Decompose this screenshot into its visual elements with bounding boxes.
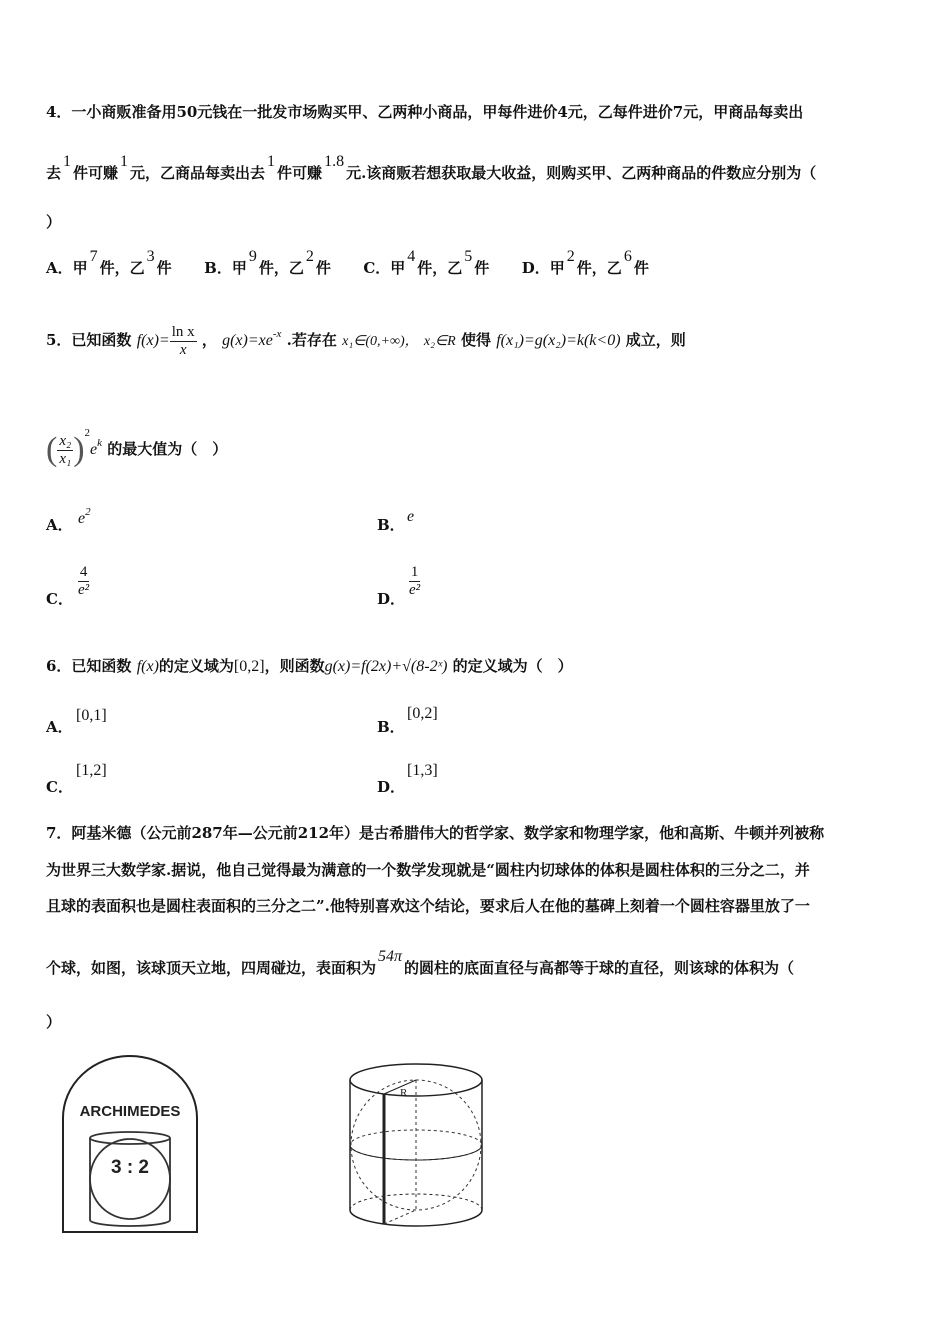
q4-option-b: B．甲9件，乙2件 — [204, 248, 331, 277]
q4-line3: ） — [46, 213, 62, 231]
q6-option-c-label: C． — [46, 778, 73, 796]
cylinder-sphere-figure — [346, 1052, 486, 1237]
tomb-title: ARCHIMEDES — [79, 1103, 181, 1120]
q7-line4: 个球，如图，该球顶天立地，四周碰边，表面积为54π的圆柱的底面直径与高都等于球的直径，则该球的体积为（ — [46, 948, 795, 977]
q6-option-b-value: [0,2] — [407, 705, 438, 722]
q5-option-a-value: $e^2$ — [78, 506, 91, 527]
cylinder-bottom — [350, 1210, 482, 1226]
q5-option-c-value: $\frac{4}{\text{e²}}$ — [78, 564, 90, 598]
q7-line3: 且球的表面积也是圆柱表面积的三分之二”.他特别喜欢这个结论，要求后人在他的墓碑上刻着一个圆柱容器里放了一 — [46, 897, 810, 915]
q4-options — [46, 248, 649, 279]
q6-option-d-value: [1,3] — [407, 762, 438, 779]
q6-option-a-value: [0,1] — [76, 707, 107, 724]
q5-option-a-label: A． — [46, 516, 73, 534]
archimedes-tomb-figure — [60, 1050, 200, 1235]
radius-label: R — [400, 1087, 408, 1099]
q5-option-d-value: $\frac{1}{\text{e²}}$ — [409, 564, 421, 598]
q7-line1: 7．阿基米德（公元前287年—公元前212年）是古希腊伟大的哲学家、数学家和物理学家，他和高斯、牛顿并列被称 — [46, 824, 825, 842]
q5-line2: ( $\frac{\text{x₂}}{\text{x₁}}$ )$^2e^k$ 的最大值为（ ） — [46, 427, 228, 468]
q4-line2: 去1件可赚1元，乙商品每卖出去1件可赚1.8元.该商贩若想获取最大收益，则购买甲、乙两种商品的件数应分别为（ — [46, 153, 817, 182]
q4-option-c: C．甲4件，乙5件 — [363, 248, 490, 277]
q6-line1: 6．已知函数 f(x)的定义域为[0,2]，则函数g(x)=f(2x)+√(8-2ˣ) 的定义域为（ ） — [46, 657, 573, 675]
q6-option-d-label: D． — [377, 778, 406, 796]
q4-option-d: D．甲2件，乙6件 — [521, 248, 649, 277]
q5-option-d-label: D． — [377, 590, 406, 608]
q4-option-a: A．甲7件，乙3件 — [46, 248, 172, 277]
tomb-ratio: 3 : 2 — [110, 1157, 150, 1178]
q6-option-a-label: A． — [46, 718, 73, 736]
q5-ratio-fraction: $\frac{\text{x₂}}{\text{x₁}}$ — [59, 432, 72, 467]
q5-option-c-label: C． — [46, 590, 73, 608]
q5-option-b-value: e — [407, 508, 415, 525]
q6-option-b-label: B． — [377, 718, 405, 736]
q4-line1: 4．一小商贩准备用50元钱在一批发市场购买甲、乙两种小商品，甲每件进价4元，乙每件进价7元，甲商品每卖出 — [46, 103, 804, 121]
q5-line1: 5．已知函数 f(x)= $\frac{\text{ln x}}{x}$ ， $g(x)=xe^{-x}$ .若存在 x₁∈(0,+∞)， x₂∈R 使得 f(x₁)=g(x₂)=k(k<0) 成立，则 — [46, 323, 686, 358]
q7-line2: 为世界三大数学家.据说，他自己觉得最为满意的一个数学发现就是“圆柱内切球体的体积是圆柱体积的三分之二，并 — [46, 861, 810, 879]
q5-f-fraction: $\frac{\text{ln x}}{x}$ — [171, 323, 195, 358]
q5-option-b-label: B． — [377, 516, 405, 534]
q7-line5: ） — [46, 1013, 62, 1031]
q6-option-c-value: [1,2] — [76, 762, 107, 779]
